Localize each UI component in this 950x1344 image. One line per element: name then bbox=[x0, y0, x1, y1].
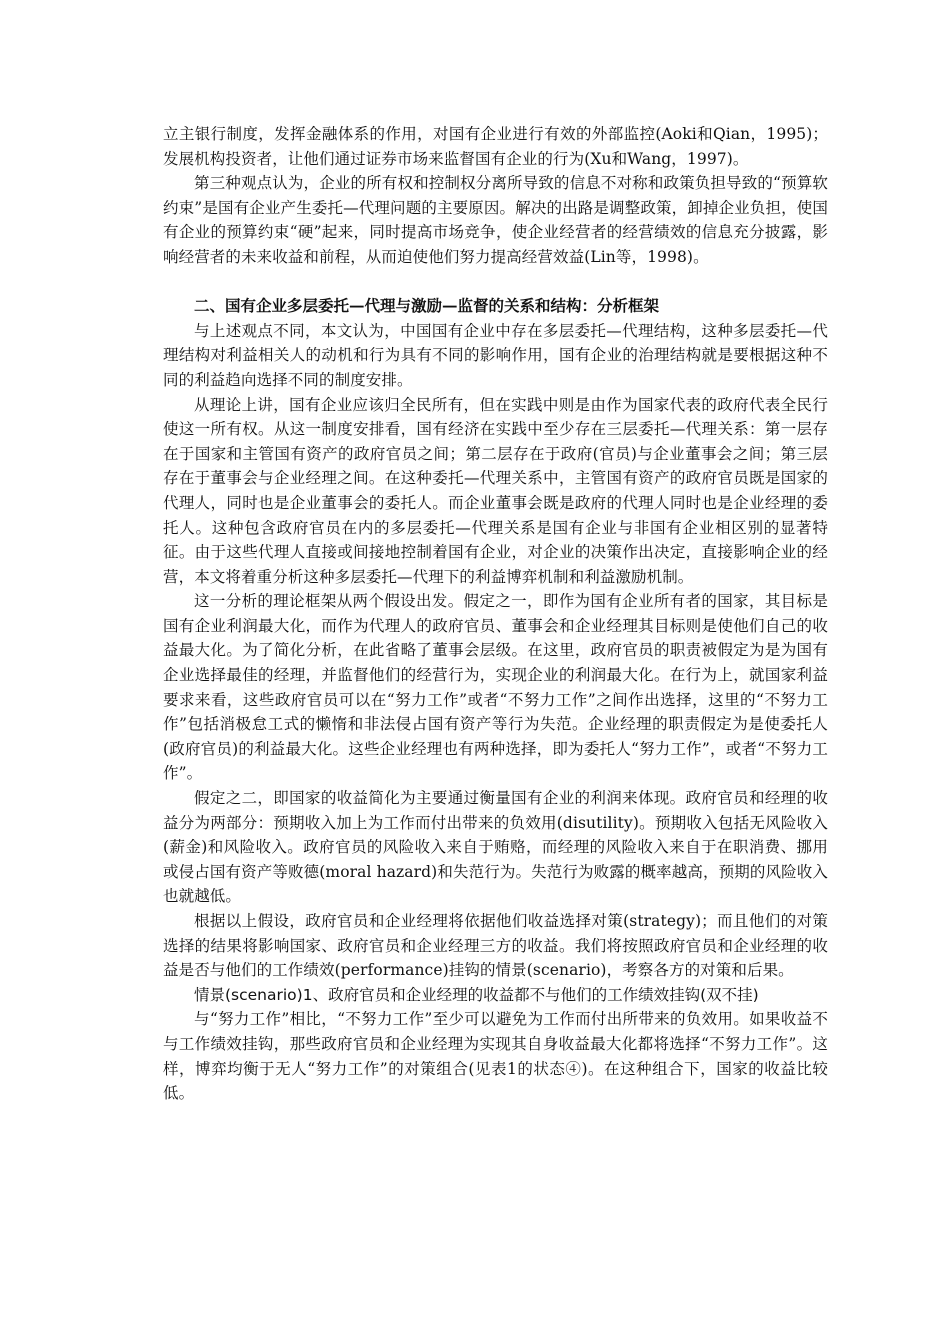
paragraph-assumption-two: 假定之二，即国家的收益简化为主要通过衡量国有企业的利润来体现。政府官员和经理的收益分为两部分：预期收入加上为工作而付出带来的负效用(disutility)。预期收入包括无风险收入(薪金)和风险收入。政府官员的风险收入来自于贿赂，而经理的风险收入来自于在职消费、挪用或侵占国有资产等败德(moral hazard)和失范行为。失范行为败露的概率越高，预期的风险收入也就越低。 bbox=[163, 789, 828, 906]
paragraph-scenario-one: 与“努力工作”相比，“不努力工作”至少可以避免为工作而付出所带来的负效用。如果收益不与工作绩效挂钩，那些政府官员和企业经理为实现其自身收益最大化都将选择“不努力工作”。这样，博弈均衡于无人“努力工作”的对策组合(见表1的状态④)。在这种组合下，国家的收益比较低。 bbox=[163, 1010, 828, 1103]
scenario-heading: 情景(scenario)1、政府官员和企业经理的收益都不与他们的工作绩效挂钩(双不挂) bbox=[194, 985, 759, 1004]
paragraph-three-layer-agency: 从理论上讲，国有企业应该归全民所有，但在实践中则是由作为国家代表的政府代表全民行使这一所有权。从这一制度安排看，国有经济在实践中至少存在三层委托—代理关系：第一层存在于国家和主管国有资产的政府官员之间；第二层存在于政府(官员)与企业董事会之间；第三层存在于董事会与企业经理之间。在这种委托—代理关系中，主管国有资产的政府官员既是国家的代理人，同时也是企业董事会的委托人。而企业董事会既是政府的代理人同时也是企业经理的委托人。这种包含政府官员在内的多层委托—代理关系是国有企业与非国有企业相区别的显著特征。由于这些代理人直接或间接地控制着国有企业，对企业的决策作出决定，直接影响企业的经营，本文将着重分析这种多层委托—代理下的利益博弈机制和利益激励机制。 bbox=[163, 395, 828, 586]
blank-line bbox=[163, 270, 828, 295]
paragraph-this-paper-view: 与上述观点不同，本文认为，中国国有企业中存在多层委托—代理结构，这种多层委托—代理结构对利益相关人的动机和行为具有不同的影响作用，国有企业的治理结构就是要根据这种不同的利益趋向选择不同的制度安排。 bbox=[163, 321, 828, 389]
paragraph-continuation: 立主银行制度，发挥金融体系的作用，对国有企业进行有效的外部监控(Aoki和Qian，1995)；发展机构投资者，让他们通过证券市场来监督国有企业的行为(Xu和Wang，1997)。 bbox=[163, 125, 828, 168]
paragraph-strategy: 根据以上假设，政府官员和企业经理将依据他们收益选择对策(strategy)；而且他们的对策选择的结果将影响国家、政府官员和企业经理三方的收益。我们将按照政府官员和企业经理的收益是否与他们的工作绩效(performance)挂钩的情景(scenario)，考察各方的对策和后果。 bbox=[163, 912, 828, 980]
section-heading: 二、国有企业多层委托—代理与激励—监督的关系和结构：分析框架 bbox=[194, 296, 660, 316]
paragraph-third-view: 第三种观点认为，企业的所有权和控制权分离所导致的信息不对称和政策负担导致的“预算软约束”是国有企业产生委托—代理问题的主要原因。解决的出路是调整政策，卸掉企业负担，使国有企业的预算约束“硬”起来，同时提高市场竞争，使企业经营者的经营绩效的信息充分披露，影响经营者的未来收益和前程，从而迫使他们努力提高经营效益(Lin等，1998)。 bbox=[163, 174, 828, 266]
paragraph-assumption-one: 这一分析的理论框架从两个假设出发。假定之一，即作为国有企业所有者的国家，其目标是国有企业利润最大化，而作为代理人的政府官员、董事会和企业经理其目标则是使他们自己的收益最大化。为了简化分析，在此省略了董事会层级。在这里，政府官员的职责被假定为是为国有企业选择最佳的经理，并监督他们的经营行为，实现企业的利润最大化。在行为上，就国家利益要求来看，这些政府官员可以在“努力工作”或者“不努力工作”之间作出选择，这里的“不努力工作”包括消极怠工式的懒惰和非法侵占国有资产等行为失范。企业经理的职责假定为是使委托人(政府官员)的利益最大化。这些企业经理也有两种选择，即为委托人“努力工作”，或者“不努力工作”。 bbox=[163, 592, 828, 783]
